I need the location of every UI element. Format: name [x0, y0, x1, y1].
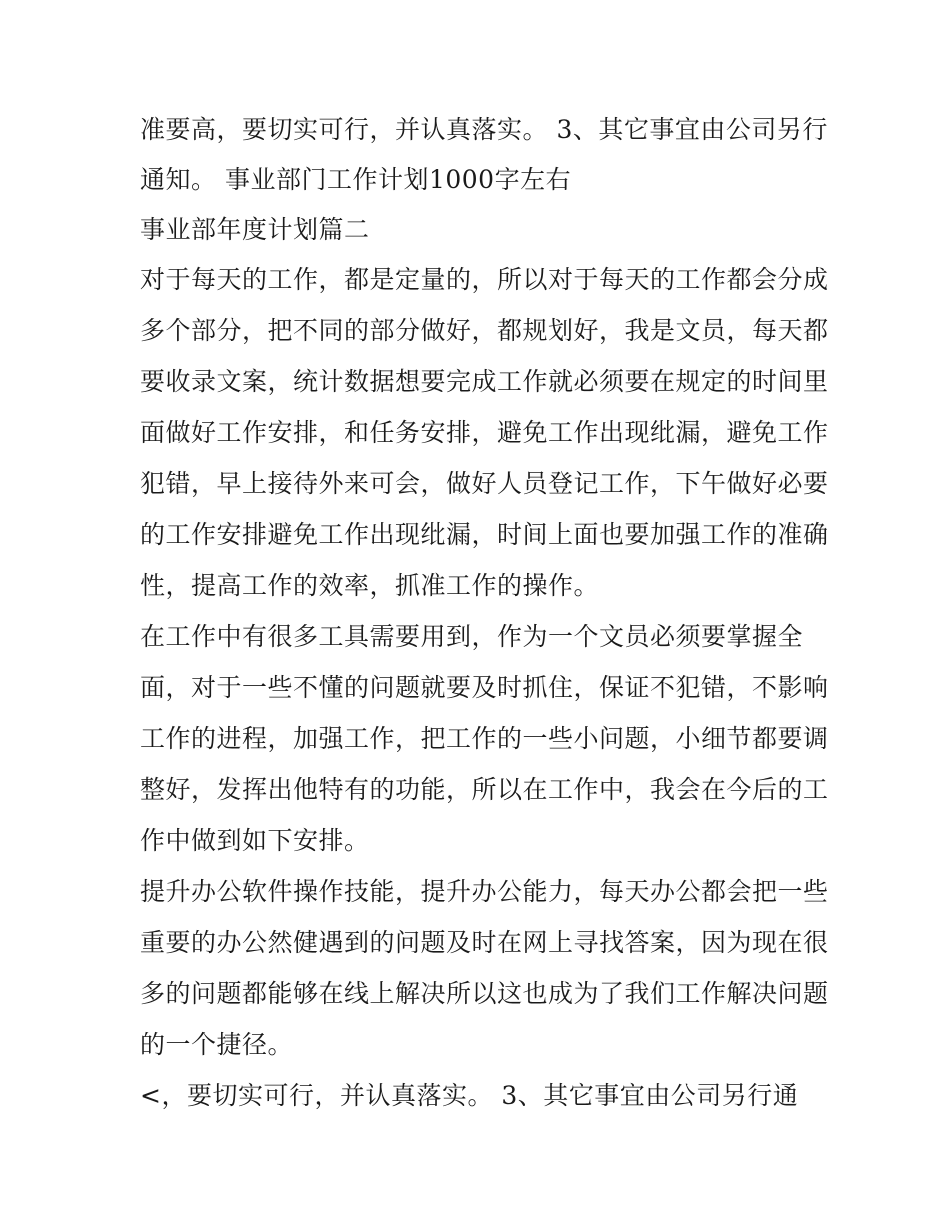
text-line: 作中做到如下安排。	[140, 826, 370, 855]
text-line: 在工作中有很多工具需要用到，作为一个文员必须要掌握全	[140, 622, 804, 651]
section-heading: 事业部年度计划篇二	[140, 215, 370, 244]
text-line: 提升办公软件操作技能，提升办公能力，每天办公都会把一些	[140, 877, 829, 906]
text-line: 的工作安排避免工作出现纰漏，时间上面也要加强工作的准确	[140, 520, 829, 549]
text-line: 工作的进程，加强工作，把工作的一些小问题，小细节都要调	[140, 724, 829, 753]
text-line: 重要的办公然健遇到的问题及时在网上寻找答案，因为现在很	[140, 928, 829, 957]
text-line: 面，对于一些不懂的问题就要及时抓住，保证不犯错，不影响	[140, 673, 829, 702]
text-line: 整好，发挥出他特有的功能，所以在工作中，我会在今后的工	[140, 775, 829, 804]
text-line: 通知。 事业部门工作计划1000字左右	[140, 165, 572, 194]
text-line: 多的问题都能够在线上解决所以这也成为了我们工作解决问题	[140, 979, 829, 1008]
text-line: <，要切实可行，并认真落实。 3、其它事宜由公司另行通	[140, 1081, 799, 1110]
text-line: 面做好工作安排，和任务安排，避免工作出现纰漏，避免工作	[140, 418, 829, 447]
text-line: 的一个捷径。	[140, 1030, 294, 1059]
text-line: 对于每天的工作，都是定量的，所以对于每天的工作都会分成	[140, 265, 829, 294]
text-line: 犯错，早上接待外来可会，做好人员登记工作，下午做好必要	[140, 469, 829, 498]
text-line: 多个部分，把不同的部分做好，都规划好，我是文员，每天都	[140, 316, 829, 345]
text-line: 要收录文案，统计数据想要完成工作就必须要在规定的时间里	[140, 367, 829, 396]
text-line: 性，提高工作的效率，抓准工作的操作。	[140, 571, 600, 600]
text-line: 准要高，要切实可行，并认真落实。 3、其它事宜由公司另行	[140, 115, 828, 144]
